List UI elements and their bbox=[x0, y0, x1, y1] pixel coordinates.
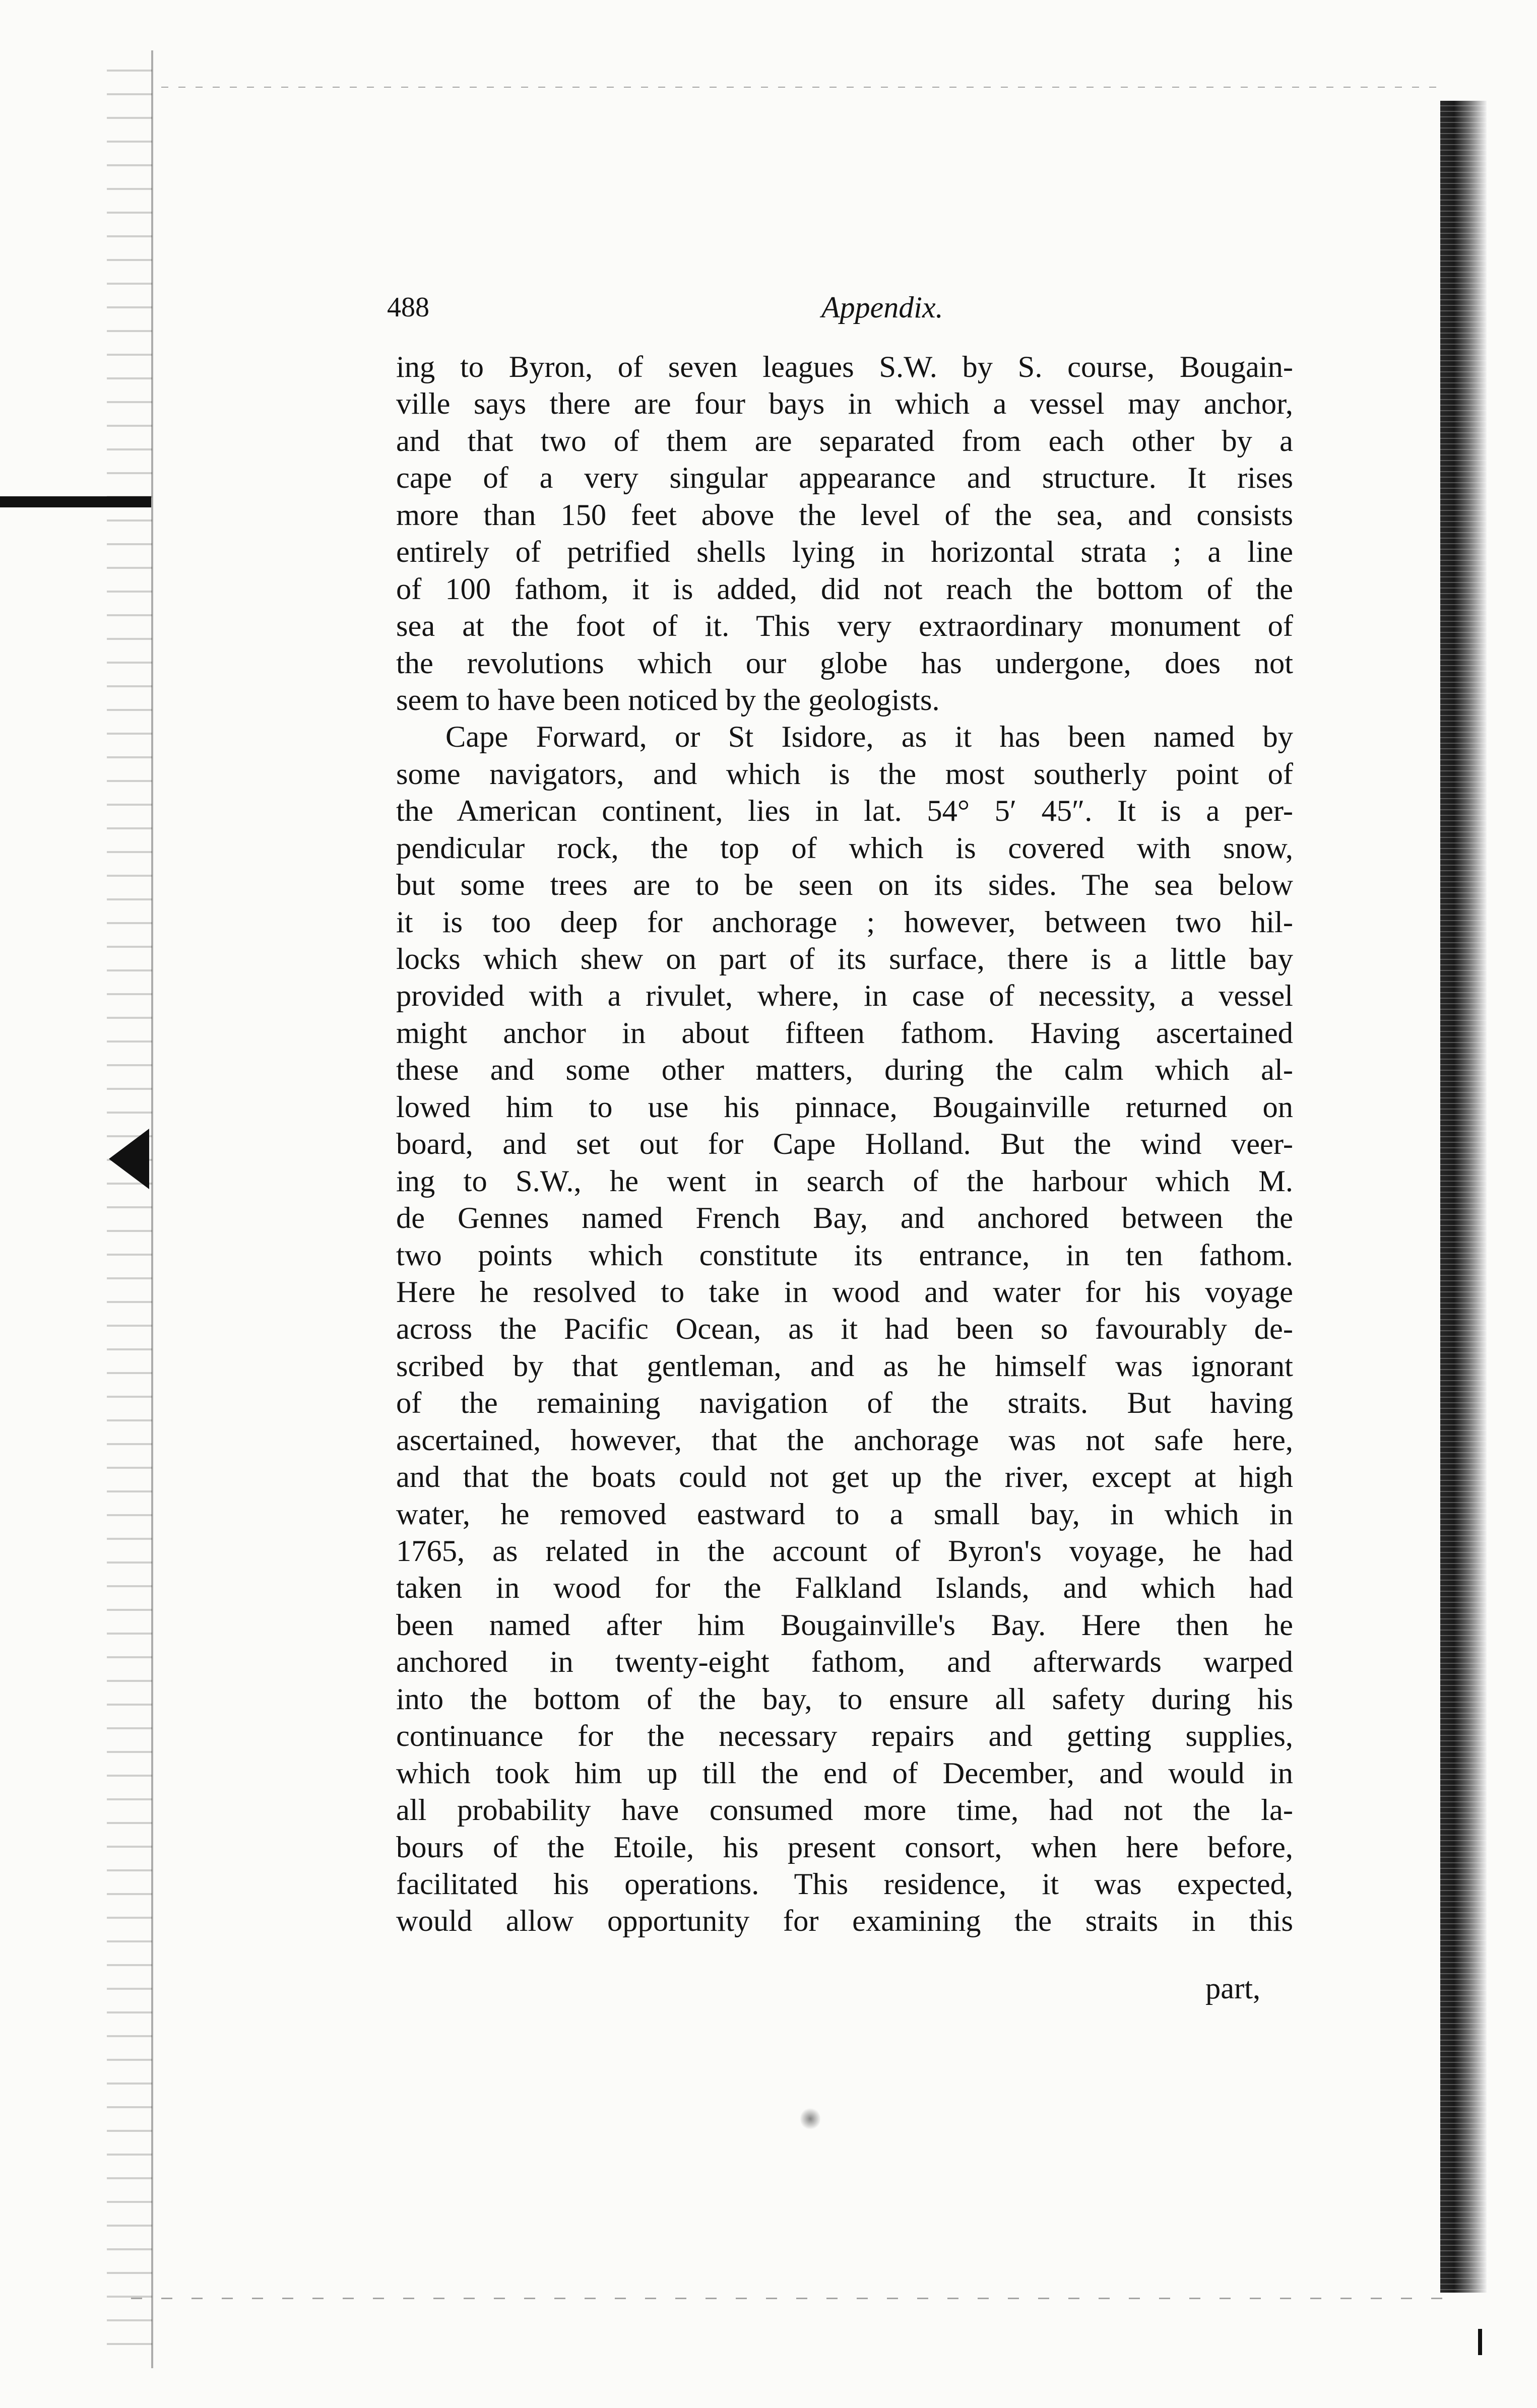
text-line: across the Pacific Ocean, as it had been so favourably de- bbox=[396, 1312, 1293, 1346]
text-line: the revolutions which our globe has undergone, does not bbox=[396, 646, 1293, 680]
text-line: and that the boats could not get up the river, except at high bbox=[396, 1460, 1293, 1494]
text-line: ing to S.W., he went in search of the harbour which M. bbox=[396, 1164, 1293, 1198]
text-line: it is too deep for anchorage ; however, between two hil- bbox=[396, 905, 1293, 939]
body-text bbox=[396, 349, 1293, 1940]
text-line: board, and set out for Cape Holland. But the wind veer- bbox=[396, 1127, 1293, 1161]
binding-shadow bbox=[107, 60, 152, 2353]
text-line: sea at the foot of it. This very extraordinary monument of bbox=[396, 609, 1293, 643]
text-line: more than 150 feet above the level of the sea, and consists bbox=[396, 498, 1293, 532]
paragraph-start-line: Cape Forward, or St Isidore, as it has been named by bbox=[445, 720, 1293, 754]
text-line: pendicular rock, the top of which is covered with snow, bbox=[396, 831, 1293, 865]
text-line: Here he resolved to take in wood and water for his voyage bbox=[396, 1275, 1293, 1309]
text-line: scribed by that gentleman, and as he himself was ignorant bbox=[396, 1349, 1293, 1383]
edge-mark bbox=[1478, 2329, 1482, 2355]
text-line: ascertained, however, that the anchorage was not safe here, bbox=[396, 1423, 1293, 1457]
text-line: 1765, as related in the account of Byron's voyage, he had bbox=[396, 1534, 1293, 1568]
text-line: continuance for the necessary repairs and getting supplies, bbox=[396, 1719, 1293, 1753]
text-line: would allow opportunity for examining the straits in this bbox=[396, 1904, 1293, 1938]
text-line: lowed him to use his pinnace, Bougainville returned on bbox=[396, 1090, 1293, 1124]
text-line: entirely of petrified shells lying in horizontal strata ; a line bbox=[396, 535, 1293, 569]
text-line: of the remaining navigation of the straits. But having bbox=[396, 1386, 1293, 1420]
scan-top-edge bbox=[161, 87, 1446, 88]
text-line: into the bottom of the bay, to ensure all safety during his bbox=[396, 1682, 1293, 1716]
text-line: de Gennes named French Bay, and anchored between the bbox=[396, 1201, 1293, 1235]
binding-tab-mark bbox=[0, 496, 151, 507]
text-line: anchored in twenty-eight fathom, and afterwards warped bbox=[396, 1645, 1293, 1679]
text-line: and that two of them are separated from each other by a bbox=[396, 424, 1293, 458]
text-line: but some trees are to be seen on its sides. The sea below bbox=[396, 868, 1293, 902]
text-line: might anchor in about fifteen fathom. Having ascertained bbox=[396, 1016, 1293, 1050]
text-line: two points which constitute its entrance, in ten fathom. bbox=[396, 1238, 1293, 1272]
text-line: all probability have consumed more time, had not the la- bbox=[396, 1793, 1293, 1828]
text-line: provided with a rivulet, where, in case of necessity, a vessel bbox=[396, 979, 1293, 1013]
text-line: cape of a very singular appearance and structure. It rises bbox=[396, 461, 1293, 495]
text-line: bours of the Etoile, his present consort, when here before, bbox=[396, 1830, 1293, 1864]
text-line: water, he removed eastward to a small bay, in which in bbox=[396, 1497, 1293, 1531]
text-line: ville says there are four bays in which a vessel may anchor, bbox=[396, 387, 1293, 421]
scan-bottom-edge bbox=[131, 2298, 1451, 2299]
text-line: these and some other matters, during the calm which al- bbox=[396, 1053, 1293, 1087]
page-edge-texture bbox=[1440, 101, 1487, 2293]
text-line: some navigators, and which is the most southerly point of bbox=[396, 757, 1293, 791]
text-line: ing to Byron, of seven leagues S.W. by S. course, Bougain- bbox=[396, 350, 1293, 384]
text-line: been named after him Bougainville's Bay. Here then he bbox=[396, 1608, 1293, 1642]
binding-notch-mark bbox=[109, 1129, 149, 1189]
ink-smudge bbox=[800, 2107, 820, 2130]
text-line: the American continent, lies in lat. 54° 5′ 45″. It is a per- bbox=[396, 794, 1293, 828]
running-header bbox=[387, 287, 1294, 328]
text-line: of 100 fathom, it is added, did not reach the bottom of the bbox=[396, 572, 1293, 606]
binding-edge-line bbox=[151, 50, 153, 2368]
text-line: taken in wood for the Falkland Islands, and which had bbox=[396, 1571, 1293, 1605]
text-line: facilitated his operations. This residence, it was expected, bbox=[396, 1867, 1293, 1901]
paragraph-end-line: seem to have been noticed by the geologists. bbox=[396, 683, 940, 717]
catchword: part, bbox=[1205, 1972, 1261, 2005]
text-line: which took him up till the end of December, and would in bbox=[396, 1756, 1293, 1790]
text-line: locks which shew on part of its surface, there is a little bay bbox=[396, 942, 1293, 976]
running-title: Appendix. bbox=[821, 291, 943, 324]
page-number: 488 bbox=[387, 292, 429, 323]
